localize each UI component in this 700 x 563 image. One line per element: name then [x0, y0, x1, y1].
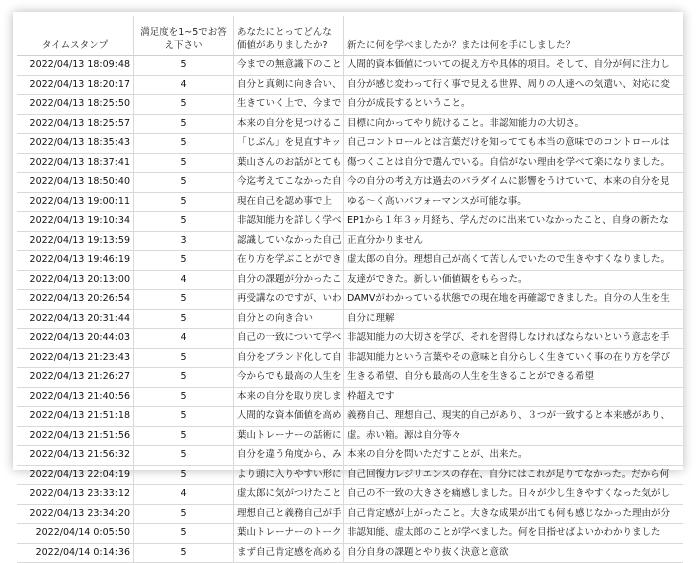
cell-satisfaction[interactable]: 5 [134, 154, 234, 173]
cell-timestamp[interactable]: 2022/04/13 18:25:50 [17, 95, 134, 114]
cell-timestamp[interactable]: 2022/04/13 22:04:19 [17, 466, 134, 485]
cell-value[interactable]: 今迄考えてこなかった自 [234, 173, 344, 192]
table-row [17, 329, 683, 349]
table-row [17, 290, 683, 310]
cell-learned[interactable]: 枠超えです [344, 388, 683, 407]
table-row [17, 271, 683, 291]
spreadsheet [13, 12, 683, 470]
cell-learned[interactable]: 友達ができた。新しい価値観をもらった。 [344, 271, 683, 290]
cell-satisfaction[interactable]: 5 [134, 524, 234, 543]
cell-value[interactable]: 葉山さんのお話がとても [234, 154, 344, 173]
cell-timestamp[interactable]: 2022/04/14 0:05:50 [17, 524, 134, 543]
cell-value[interactable]: 今までの無意識下のこと [234, 56, 344, 75]
table-row [17, 56, 683, 76]
cell-learned[interactable]: 人間的資本価値についての捉え方や具体的項目。そして、自分が何に注力し [344, 56, 683, 75]
cell-learned[interactable]: 自己肯定感が上がったこと。大きな成果が出ても何も感じなかった理由が分 [344, 505, 683, 524]
cell-satisfaction[interactable]: 5 [134, 212, 234, 231]
cell-timestamp[interactable]: 2022/04/14 0:14:36 [17, 544, 134, 563]
table-row [17, 115, 683, 135]
cell-satisfaction[interactable]: 4 [134, 271, 234, 290]
cell-learned[interactable]: 自分自身の課題とやり抜く決意と意欲 [344, 544, 683, 563]
cell-value[interactable]: 葉山トレーナーの話術に [234, 427, 344, 446]
cell-value[interactable]: 「じぶん」を見直すキッ [234, 134, 344, 153]
cell-satisfaction[interactable]: 5 [134, 368, 234, 387]
cell-value[interactable]: 認識していなかった自己 [234, 232, 344, 251]
cell-satisfaction[interactable]: 5 [134, 466, 234, 485]
cell-value[interactable]: より頭に入りやすい形に [234, 466, 344, 485]
cell-learned[interactable]: 非認知能、虚太郎のことが学べました。何を目指せばよいかわかりました [344, 524, 683, 543]
cell-satisfaction[interactable]: 5 [134, 115, 234, 134]
cell-learned[interactable]: 非認知能力の大切さを学び、それを習得しなければならないという意志を手 [344, 329, 683, 348]
cell-value[interactable]: 在り方を学ぶことができ [234, 251, 344, 270]
cell-satisfaction[interactable]: 5 [134, 56, 234, 75]
table-row [17, 251, 683, 271]
cell-satisfaction[interactable]: 5 [134, 427, 234, 446]
cell-timestamp[interactable]: 2022/04/13 20:44:03 [17, 329, 134, 348]
cell-timestamp[interactable]: 2022/04/13 18:50:40 [17, 173, 134, 192]
cell-timestamp[interactable]: 2022/04/13 21:51:18 [17, 407, 134, 426]
cell-satisfaction[interactable]: 5 [134, 251, 234, 270]
cell-value[interactable]: 自分との向き合い [234, 310, 344, 329]
cell-value[interactable]: 葉山トレーナーのトーク [234, 524, 344, 543]
table-row [17, 310, 683, 330]
cell-learned[interactable]: DAMVがわかっている状態での現在地を再確認できました。自分の人生を生 [344, 290, 683, 309]
cell-learned[interactable]: 本来の自分を問いただすことが、出来た。 [344, 446, 683, 465]
table-row [17, 212, 683, 232]
cell-satisfaction[interactable]: 4 [134, 485, 234, 504]
column-header-value[interactable]: あなたにとってどんな価値がありましたか? [234, 16, 344, 55]
cell-satisfaction[interactable]: 5 [134, 349, 234, 368]
cell-value[interactable]: 虚太郎に気がつけたこと [234, 485, 344, 504]
cell-timestamp[interactable]: 2022/04/13 20:31:44 [17, 310, 134, 329]
table-row [17, 485, 683, 505]
cell-value[interactable]: 現在自己を認め事で上 [234, 193, 344, 212]
table-row [17, 95, 683, 115]
cell-timestamp[interactable]: 2022/04/13 19:10:34 [17, 212, 134, 231]
cell-satisfaction[interactable]: 5 [134, 446, 234, 465]
cell-value[interactable]: 生きていく上で、今まで [234, 95, 344, 114]
cell-learned[interactable]: 自分が成長するということ。 [344, 95, 683, 114]
table-row [17, 232, 683, 252]
cell-satisfaction[interactable]: 5 [134, 505, 234, 524]
cell-value[interactable]: まず自己肯定感を高める [234, 544, 344, 563]
cell-learned[interactable]: 目標に向かってやり続けること。非認知能力の大切さ。 [344, 115, 683, 134]
cell-satisfaction[interactable]: 5 [134, 290, 234, 309]
cell-satisfaction[interactable]: 4 [134, 76, 234, 95]
cell-learned[interactable]: 自己コントロールとは言葉だけを知ってても本当の意味でのコントロールは [344, 134, 683, 153]
cell-timestamp[interactable]: 2022/04/13 19:46:19 [17, 251, 134, 270]
cell-satisfaction[interactable]: 5 [134, 134, 234, 153]
table-row [17, 446, 683, 466]
table-row [17, 154, 683, 174]
cell-value[interactable]: 理想自己と義務自己が手 [234, 505, 344, 524]
cell-learned[interactable]: 非認知能力という言葉やその意味と自分らしく生きていく事の在り方を学び [344, 349, 683, 368]
table-row [17, 427, 683, 447]
cell-satisfaction[interactable]: 3 [134, 232, 234, 251]
cell-learned[interactable]: ゆる〜く高いパフォーマンスが可能な事。 [344, 193, 683, 212]
cell-satisfaction[interactable]: 5 [134, 407, 234, 426]
cell-timestamp[interactable]: 2022/04/13 23:34:20 [17, 505, 134, 524]
cell-learned[interactable]: 正直分かりません [344, 232, 683, 251]
table-row [17, 368, 683, 388]
table-row [17, 134, 683, 154]
column-header-timestamp[interactable]: タイムスタンプ [17, 16, 134, 55]
cell-timestamp[interactable]: 2022/04/13 20:13:00 [17, 271, 134, 290]
cell-timestamp[interactable]: 2022/04/13 18:37:41 [17, 154, 134, 173]
cell-timestamp[interactable]: 2022/04/13 21:56:32 [17, 446, 134, 465]
cell-learned[interactable]: 自分が感じ変わって行く事で見える世界、周りの人達への気遣い、対応に変 [344, 76, 683, 95]
cell-value[interactable]: 人間的な資本価値を高め [234, 407, 344, 426]
cell-satisfaction[interactable]: 4 [134, 329, 234, 348]
cell-timestamp[interactable]: 2022/04/13 18:20:17 [17, 76, 134, 95]
cell-timestamp[interactable]: 2022/04/13 21:26:27 [17, 368, 134, 387]
cell-value[interactable]: 自己の一致について学べ [234, 329, 344, 348]
table-row [17, 193, 683, 213]
table-row [17, 388, 683, 408]
cell-learned[interactable]: 傷つくことは自分で選んでいる。自信がない理由を学べて楽になりました。 [344, 154, 683, 173]
survey-table [17, 16, 683, 563]
cell-timestamp[interactable]: 2022/04/13 18:35:43 [17, 134, 134, 153]
header-row [17, 16, 683, 56]
column-header-satisfaction[interactable]: 満足度を1~5でお答え下さい [134, 16, 234, 55]
cell-timestamp[interactable]: 2022/04/13 19:00:11 [17, 193, 134, 212]
cell-satisfaction[interactable]: 5 [134, 95, 234, 114]
cell-satisfaction[interactable]: 5 [134, 193, 234, 212]
cell-timestamp[interactable]: 2022/04/13 18:09:48 [17, 56, 134, 75]
table-row [17, 407, 683, 427]
cell-value[interactable]: 本来の自分を見つけるこ [234, 115, 344, 134]
cell-value[interactable]: 自分を違う角度から、み [234, 446, 344, 465]
cell-timestamp[interactable]: 2022/04/13 21:40:56 [17, 388, 134, 407]
cell-value[interactable]: 自分と真剣に向き合い、 [234, 76, 344, 95]
column-header-learned[interactable]: 新たに何を学べましたか？または何を手にしました？ [344, 16, 683, 55]
cell-learned[interactable]: EP1から１年３ヶ月経ち、学んだのに出来ていなかったこと、自身の新たな [344, 212, 683, 231]
table-row [17, 76, 683, 96]
table-row [17, 466, 683, 486]
cell-learned[interactable]: 自己回復力レジリエンスの存在、自分にはこれが足りてなかった。だから何 [344, 466, 683, 485]
cell-timestamp[interactable]: 2022/04/13 18:25:57 [17, 115, 134, 134]
cell-learned[interactable]: 生きる希望、自分も最高の人生を生きることができる希望 [344, 368, 683, 387]
cell-learned[interactable]: 自己の不一致の大きさを痛感しました。日々が少し生きやすくなった気がし [344, 485, 683, 504]
cell-satisfaction[interactable]: 5 [134, 173, 234, 192]
cell-value[interactable]: 再受講なのですが、いわ [234, 290, 344, 309]
cell-learned[interactable]: 虚。赤い箱。源は自分等々 [344, 427, 683, 446]
table-row [17, 349, 683, 369]
cell-learned[interactable]: 今の自分の考え方は過去のパラダイムに影響をうけていて、本来の自分を見 [344, 173, 683, 192]
table-row [17, 524, 683, 544]
cell-satisfaction[interactable]: 5 [134, 388, 234, 407]
cell-value[interactable]: 今からでも最高の人生を [234, 368, 344, 387]
cell-satisfaction[interactable]: 5 [134, 310, 234, 329]
cell-satisfaction[interactable]: 5 [134, 544, 234, 563]
cell-timestamp[interactable]: 2022/04/13 19:13:59 [17, 232, 134, 251]
cell-learned[interactable]: 自分に理解 [344, 310, 683, 329]
cell-timestamp[interactable]: 2022/04/13 23:33:12 [17, 485, 134, 504]
cell-learned[interactable]: 義務自己、理想自己、現実的自己があり、３つが一致すると本来感があり、 [344, 407, 683, 426]
cell-value[interactable]: 自分をブランド化して自 [234, 349, 344, 368]
table-row [17, 173, 683, 193]
cell-value[interactable]: 本来の自分を取り戻しま [234, 388, 344, 407]
cell-value[interactable]: 自分の課題が分かったこ [234, 271, 344, 290]
cell-timestamp[interactable]: 2022/04/13 21:23:43 [17, 349, 134, 368]
cell-timestamp[interactable]: 2022/04/13 20:26:54 [17, 290, 134, 309]
table-row [17, 544, 683, 563]
cell-value[interactable]: 非認知能力を詳しく学べ [234, 212, 344, 231]
table-row [17, 505, 683, 525]
cell-learned[interactable]: 虚太郎の自分。理想自己が高くて苦しんでいたので生きやすくなりました。 [344, 251, 683, 270]
cell-timestamp[interactable]: 2022/04/13 21:51:56 [17, 427, 134, 446]
